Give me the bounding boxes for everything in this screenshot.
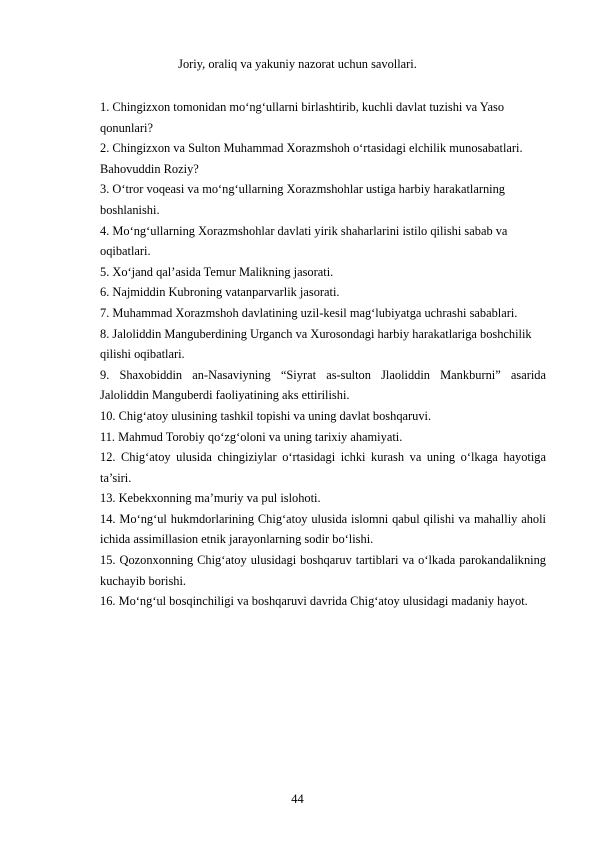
question-item-14: 14. Mo‘ng‘ul hukmdorlarining Chig‘atoy ulusida islomni qabul qilishi va mahalliy aholi ichida assimillasion etnik jarayonlarning sodir bo‘lishi. <box>100 511 546 547</box>
question-item-15: 15. Qozonxonning Chig‘atoy ulusidagi boshqaruv tartiblari va o‘lkada parokandalikning kuchayib borishi. <box>100 553 546 588</box>
question-item-16: 16. Mo‘ng‘ul bosqinchiligi va boshqaruvi davrida Chig‘atoy ulusidagi madaniy hayot. <box>100 594 528 609</box>
page-number: 44 <box>291 792 304 806</box>
question-item-2: 2. Chingizxon va Sulton Muhammad Xorazmshoh o‘rtasidagi elchilik munosabatlari. Bahovuddin Roziy? <box>100 141 523 176</box>
question-item-7: 7. Muhammad Xorazmshoh davlatining uzil-kesil mag‘lubiyatga uchrashi sabablari. <box>100 305 518 320</box>
question-item-5: 5. Xo‘jand qal’asida Temur Malikning jasorati. <box>100 264 334 279</box>
document-title: Joriy, oraliq va yakuniy nazorat uchun savollari. <box>178 57 417 71</box>
question-item-13: 13. Kebekxonning ma’muriy va pul islohoti. <box>100 491 321 506</box>
question-item-4: 4. Mo‘ng‘ullarning Xorazmshohlar davlati yirik shaharlarini istilo qilishi sabab va oqibatlari. <box>100 223 508 259</box>
question-item-1: 1. Chingizxon tomonidan mo‘ng‘ullarni birlashtirib, kuchli davlat tuzishi va Yaso qonunlari? <box>100 100 505 135</box>
question-item-12: 12. Chig‘atoy ulusida chingiziylar o‘rtasidagi ichki kurash va uning o‘lkaga hayotiga ta’siri. <box>100 450 546 485</box>
question-item-11: 11. Mahmud Torobiy qo‘zg‘oloni va uning tarixiy ahamiyati. <box>100 429 403 444</box>
question-list <box>100 97 546 612</box>
question-item-8: 8. Jaloliddin Manguberdining Urganch va Xurosondagi harbiy harakatlariga boshchilik qilishi oqibatlari. <box>100 326 532 362</box>
question-item-9: 9. Shaxobiddin an-Nasaviyning “Siyrat as-sulton Jlaoliddin Mankburni” asarida Jaloliddin Manguberdi faoliyatining aks ettirilishi. <box>100 367 546 403</box>
question-item-6: 6. Najmiddin Kubroning vatanparvarlik jasorati. <box>100 285 340 300</box>
question-item-10: 10. Chig‘atoy ulusining tashkil topishi va uning davlat boshqaruvi. <box>100 408 432 423</box>
question-item-3: 3. O‘tror voqeasi va mo‘ng‘ullarning Xorazmshohlar ustiga harbiy harakatlarning boshlanishi. <box>100 182 505 217</box>
